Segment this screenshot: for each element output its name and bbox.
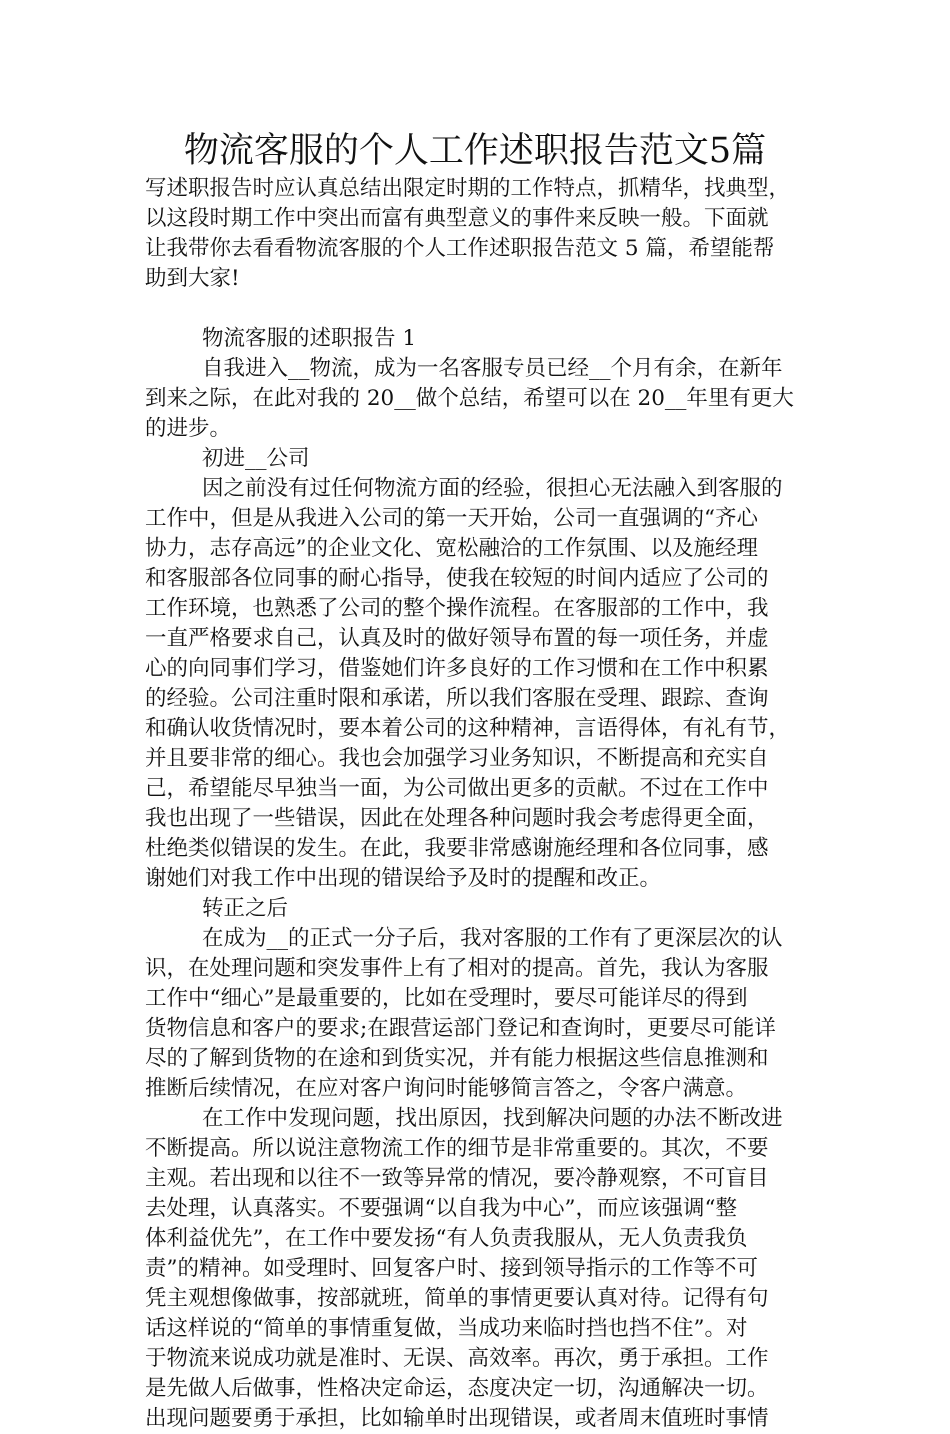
text-line: 因之前没有过任何物流方面的经验，很担心无法融入到客服的 xyxy=(202,476,783,501)
text-line: 货物信息和客户的要求;在跟营运部门登记和查询时，更要尽可能详 xyxy=(145,1016,776,1041)
text-line: 在工作中发现问题，找出原因，找到解决问题的办法不断改进 xyxy=(202,1106,783,1131)
text-line: 和客服部各位同事的耐心指导，使我在较短的时间内适应了公司的 xyxy=(145,566,769,591)
text-line: 于物流来说成功就是准时、无误、高效率。再次，勇于承担。工作 xyxy=(145,1346,769,1371)
text-line: 协力，志存高远”的企业文化、宽松融洽的工作氛围、以及施经理 xyxy=(145,536,758,561)
text-line: 不断提高。所以说注意物流工作的细节是非常重要的。其次，不要 xyxy=(145,1136,769,1161)
text-line: 工作中“细心”是最重要的，比如在受理时，要尽可能详尽的得到 xyxy=(145,986,748,1011)
text-line: 识，在处理问题和突发事件上有了相对的提高。首先，我认为客服 xyxy=(145,956,769,981)
text-line: 话这样说的“简单的事情重复做，当成功来临时挡也挡不住”。对 xyxy=(145,1316,748,1341)
text-line: 工作环境，也熟悉了公司的整个操作流程。在客服部的工作中，我 xyxy=(145,596,769,621)
document-title: 物流客服的个人工作述职报告范文5篇 xyxy=(183,131,767,171)
text-line: 在成为__的正式一分子后，我对客服的工作有了更深层次的认 xyxy=(202,926,783,951)
text-line: 初进__公司 xyxy=(202,446,310,471)
text-line: 到来之际，在此对我的 20__做个总结，希望可以在 20__年里有更大 xyxy=(145,386,794,411)
text-line: 和确认收货情况时，要本着公司的这种精神，言语得体，有礼有节， xyxy=(145,716,791,741)
text-line: 主观。若出现和以往不一致等异常的情况，要冷静观察，不可盲目 xyxy=(145,1166,769,1191)
text-line: 我也出现了一些错误，因此在处理各种问题时我会考虑得更全面， xyxy=(145,806,769,831)
text-line: 一直严格要求自己，认真及时的做好领导布置的每一项任务，并虚 xyxy=(145,626,769,651)
text-line: 是先做人后做事，性格决定命运，态度决定一切，沟通解决一切。 xyxy=(145,1376,769,1401)
text-line: 去处理，认真落实。不要强调“以自我为中心”，而应该强调“整 xyxy=(145,1196,737,1221)
document-body xyxy=(145,174,810,1434)
text-line: 杜绝类似错误的发生。在此，我要非常感谢施经理和各位同事，感 xyxy=(145,836,769,861)
text-line: 谢她们对我工作中出现的错误给予及时的提醒和改正。 xyxy=(145,866,662,891)
text-line: 出现问题要勇于承担，比如输单时出现错误，或者周末值班时事情 xyxy=(145,1406,769,1431)
text-line: 物流客服的述职报告 1 xyxy=(202,326,417,351)
blank-line xyxy=(145,294,810,324)
text-line: 己，希望能尽早独当一面，为公司做出更多的贡献。不过在工作中 xyxy=(145,776,769,801)
text-line: 让我带你去看看物流客服的个人工作述职报告范文 5 篇，希望能帮 xyxy=(145,236,775,261)
text-line: 工作中，但是从我进入公司的第一天开始，公司一直强调的“齐心 xyxy=(145,506,758,531)
text-line: 以这段时期工作中突出而富有典型意义的事件来反映一般。下面就 xyxy=(145,206,769,231)
text-line: 助到大家! xyxy=(145,266,240,291)
text-line: 责”的精神。如受理时、回复客户时、接到领导指示的工作等不可 xyxy=(145,1256,758,1281)
text-line: 并且要非常的细心。我也会加强学习业务知识，不断提高和充实自 xyxy=(145,746,769,771)
text-line: 的经验。公司注重时限和承诺，所以我们客服在受理、跟踪、查询 xyxy=(145,686,769,711)
text-line: 自我进入__物流，成为一名客服专员已经__个月有余，在新年 xyxy=(202,356,783,381)
text-line: 转正之后 xyxy=(202,896,289,921)
text-line: 推断后续情况，在应对客户询问时能够简言答之，令客户满意。 xyxy=(145,1076,748,1101)
text-line: 的进步。 xyxy=(145,416,232,441)
text-line: 心的向同事们学习，借鉴她们许多良好的工作习惯和在工作中积累 xyxy=(145,656,769,681)
text-line: 凭主观想像做事，按部就班，简单的事情更要认真对待。记得有句 xyxy=(145,1286,769,1311)
text-line: 体利益优先”，在工作中要发扬“有人负责我服从，无人负责我负 xyxy=(145,1226,748,1251)
text-line: 写述职报告时应认真总结出限定时期的工作特点，抓精华，找典型， xyxy=(145,176,791,201)
text-line: 尽的了解到货物的在途和到货实况，并有能力根据这些信息推测和 xyxy=(145,1046,769,1071)
